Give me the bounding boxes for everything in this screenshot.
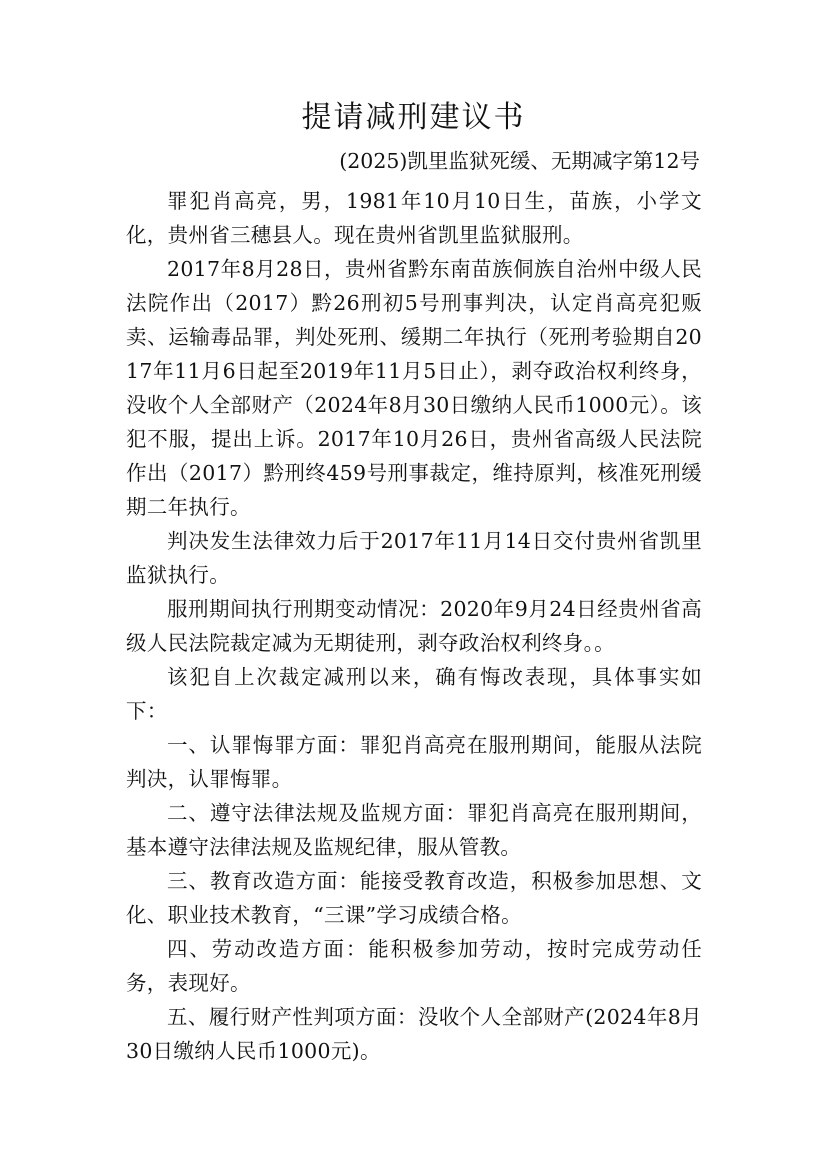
document-number: (2025)凯里监狱死缓、无期减字第12号 <box>339 149 700 173</box>
paragraph-execution: 判决发生法律效力后于2017年11月14日交付贵州省凯里监狱执行。 <box>126 529 702 587</box>
paragraph-repentance-intro: 该犯自上次裁定减刑以来，确有悔改表现，具体事实如下： <box>126 665 702 723</box>
paragraph-judgment-history: 2017年8月28日，贵州省黔东南苗族侗族自治州中级人民法院作出（2017）黔26刑初5号刑事判决，认定肖高亮犯贩卖、运输毒品罪，判处死刑、缓期二年执行（死刑考验期自2017年11月6日起至2019年11月5日止），剥夺政治权利终身，没收个人全部财产（2024年8月30日缴纳人民币1000元）。该犯不服，提出上诉。2017年10月26日，贵州省高级人民法院作出（2017）黔刑终459号刑事裁定，维持原判，核准死刑缓期二年执行。 <box>126 257 702 519</box>
document-body <box>126 184 702 1068</box>
paragraph-sentence-change: 服刑期间执行刑期变动情况：2020年9月24日经贵州省高级人民法院裁定减为无期徒刑，剥夺政治权利终身。。 <box>126 597 702 655</box>
paragraph-item-confession: 一、认罪悔罪方面：罪犯肖高亮在服刑期间，能服从法院判决，认罪悔罪。 <box>126 733 702 791</box>
document-title: 提请减刑建议书 <box>301 100 526 135</box>
paragraph-personal-info: 罪犯肖高亮，男，1981年10月10日生，苗族，小学文化，贵州省三穗县人。现在贵州省凯里监狱服刑。 <box>126 189 702 247</box>
paragraph-item-education: 三、教育改造方面：能接受教育改造，积极参加思想、文化、职业技术教育，“三课”学习成绩合格。 <box>126 869 702 927</box>
paragraph-item-discipline: 二、遵守法律法规及监规方面：罪犯肖高亮在服刑期间，基本遵守法律法规及监规纪律，服从管教。 <box>126 801 702 859</box>
paragraph-item-labor: 四、劳动改造方面：能积极参加劳动，按时完成劳动任务，表现好。 <box>126 937 702 995</box>
paragraph-item-property: 五、履行财产性判项方面：没收个人全部财产(2024年8月30日缴纳人民币1000元)。 <box>126 1005 702 1063</box>
